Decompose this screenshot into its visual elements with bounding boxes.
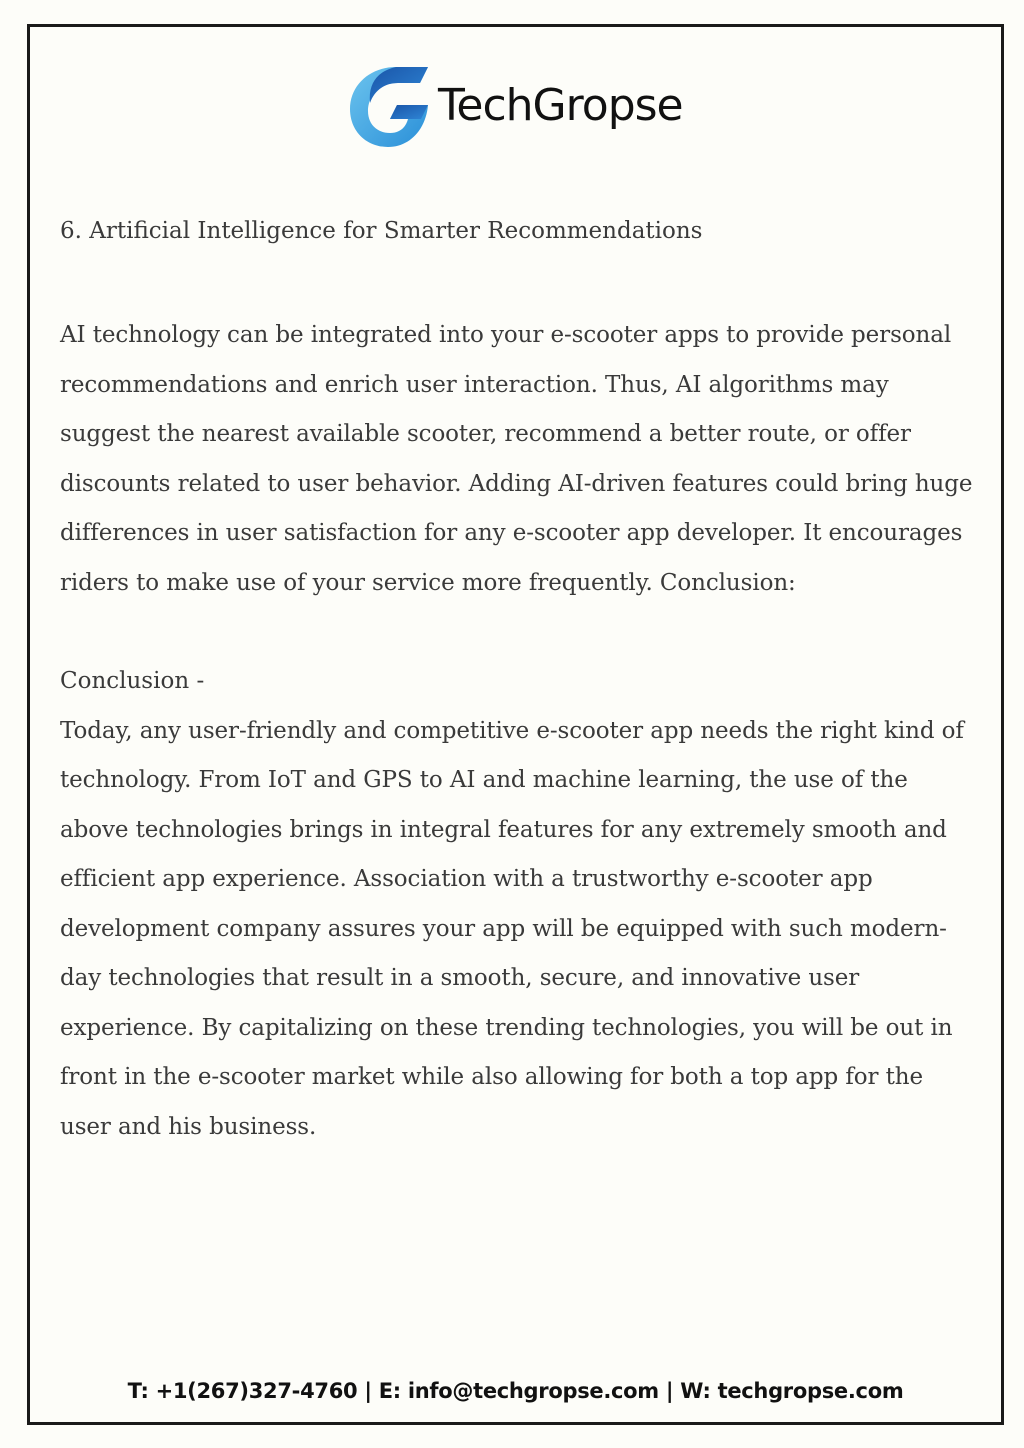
section-body: AI technology can be integrated into your e-scooter apps to provide personal recommendations and enrich user interaction. Thus, AI algorithms may suggest the nearest available scooter, recommend a better route, or offer discounts related to user behavior. Adding AI-driven features could bring huge differences in user satisfaction for any e-scooter app developer. It encourages riders to make use of your service more frequently. Conclusion: — [60, 322, 973, 596]
conclusion-body: Today, any user-friendly and competitive e-scooter app needs the right kind of technology. From IoT and GPS to AI and machine learning, the use of the above technologies brings in integral features for any extremely smooth and efficient app experience. Association with a trustworthy e-scooter app development company assures your app will be equipped with such modern-day technologies that result in a smooth, secure, and innovative user experience. By capitalizing on these trending technologies, you will be out in front in the e-scooter market while also allowing for both a top app for the user and his business. — [60, 717, 964, 1140]
brand-name: TechGropse — [438, 80, 683, 131]
techgropse-g-logo-icon — [348, 63, 430, 149]
page-frame — [27, 24, 1004, 1425]
footer-contact: T: +1(267)327-4760 | E: info@techgropse.com | W: techgropse.com — [127, 1379, 904, 1403]
section-title: 6. Artificial Intelligence for Smarter Recommendations — [60, 218, 703, 244]
document-content — [60, 212, 980, 1152]
brand-logo — [348, 61, 683, 151]
conclusion-title: Conclusion - — [60, 668, 205, 694]
